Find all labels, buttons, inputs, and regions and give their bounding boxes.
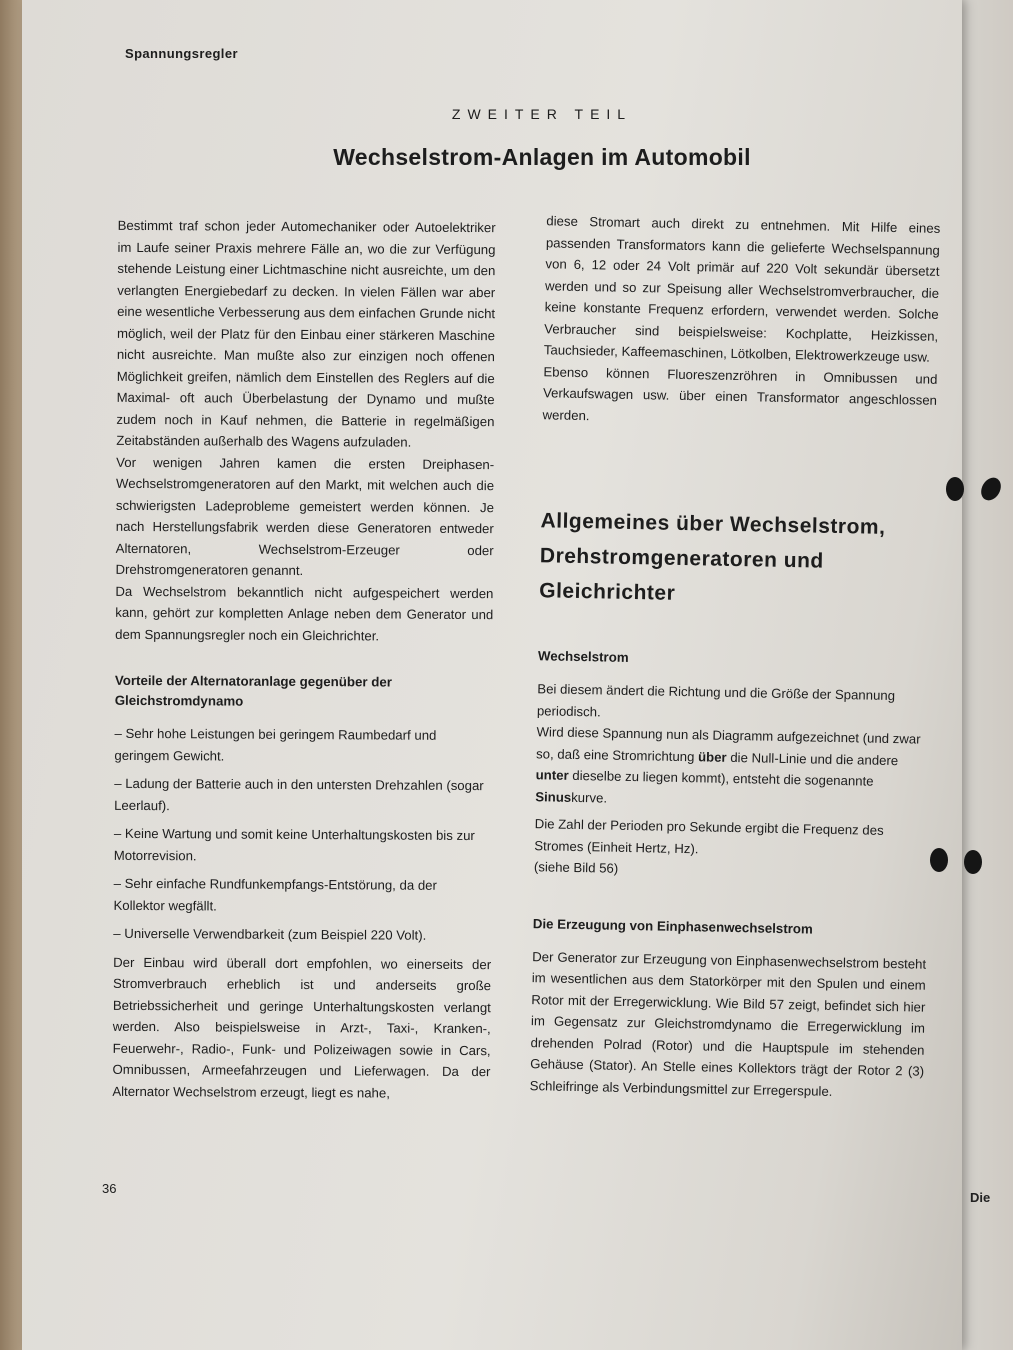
punch-hole	[964, 850, 982, 874]
page-title: Wechselstrom-Anlagen im Automobil	[333, 144, 751, 170]
part-label: ZWEITER TEIL	[451, 106, 633, 122]
intro-paragraph: Bestimmt traf schon jeder Automechaniker oder Autoelektriker im Laufe seiner Praxis mehrere Fälle an, wo die zur Verfügung stehende Leistung einer Lichtmaschine nicht ausreichte, um den verlangten Energiebedarf zu decken. In vielen Fällen war aber eine wesentliche Verbesserung aus dem einfachen Grunde nicht möglich, weil der Platz für den Einbau einer stärkeren Maschine nicht ausreichte. Man mußte also zur einzigen noch offenen Möglichkeit greifen, nämlich dem Einstellen des Reglers auf die Maximal- oft auch Überbelastung der Dynamo und mußte zudem noch in Kauf nehmen, die Batterie in regelmäßigen Zeitabständen außerhalb des Wagens aufzuladen.	[116, 217, 496, 450]
advantage-item: – Sehr einfache Rundfunkempfangs-Entstörung, da der Kollektor wegfällt.	[113, 875, 437, 913]
advantage-item: – Universelle Verwendbarkeit (zum Beispiel 220 Volt).	[113, 925, 427, 943]
einphasen-paragraph: Der Generator zur Erzeugung von Einphasenwechselstrom besteht im wesentlichen aus dem Statorkörper mit den Spulen und einem Rotor mit der Erregerwicklung. Wie Bild 57 zeigt, befindet sich hier im Gegensatz zur Gleichstromdynamo die Erregerwicklung im drehenden Polrad (Rotor) und die Hauptspule im stehenden Gehäuse (Stator). An Stelle eines Kollektors trägt der Rotor 2 (3) Schleifringe als Verbindungsmittel zur Erregerspule.	[529, 948, 927, 1099]
next-page-word: Die	[970, 1190, 991, 1205]
advantages-heading: Vorteile der Alternatoranlage gegenüber der Gleichstromdynamo	[114, 672, 393, 709]
advantage-item: – Sehr hohe Leistungen bei geringem Raumbedarf und geringem Gewicht.	[114, 725, 437, 764]
book-page	[22, 0, 962, 1350]
paragraph-three: Da Wechselstrom bekanntlich nicht aufgespeichert werden kann, gehört zur kompletten Anlage neben dem Generator und dem Spannungsregler noch ein Gleichrichter.	[115, 583, 494, 643]
bold-run: Sinus	[535, 788, 572, 805]
wechselstrom-paragraph-three: Die Zahl der Perioden pro Sekunde ergibt die Frequenz des Stromes (Einheit Hertz, Hz).	[534, 816, 884, 856]
section-heading: Allgemeines über Wechselstrom, Drehstromgeneratoren und Gleichrichter	[539, 509, 886, 605]
closing-paragraph: Der Einbau wird überall dort empfohlen, wo einerseits der Stromverbrauch erheblich ist und anderseits große Betriebssicherheit und geringe Unterhaltungskosten verlangt werden. Also beispielsweise in Arzt-, Taxi-, Kranken-, Feuerwehr-, Radio-, Funk- und Polizeiwagen sowie in Cars, Omnibussen, Armeefahrzeugen und Lieferwagen. Da der Alternator Wechselstrom erzeugt, liegt es nahe,	[112, 954, 492, 1101]
wechselstrom-paragraph-two	[535, 721, 931, 815]
text-run: kurve.	[571, 789, 608, 806]
page-number: 36	[102, 1181, 117, 1196]
subheading-wechselstrom: Wechselstrom	[537, 648, 629, 665]
punch-hole	[930, 848, 948, 872]
bold-run: über	[697, 748, 727, 765]
text-run: dieselbe zu liegen kommt), entsteht die sogenannte	[568, 767, 874, 789]
paragraph-two: Vor wenigen Jahren kamen die ersten Dreiphasen-Wechselstromgeneratoren auf den Markt, mit welchen auch die schwierigsten Ladeprobleme gemeistert werden können. Je nach Herstellungsfabrik werden diese Generatoren entweder Alternatoren, Wechselstrom-Erzeuger oder Drehstromgeneratoren genannt.	[115, 454, 495, 578]
punch-hole	[946, 477, 964, 501]
text-run: die Null-Linie und die andere	[726, 749, 899, 768]
advantage-item: – Ladung der Batterie auch in den untersten Drehzahlen (sogar Leerlauf).	[114, 775, 484, 813]
running-head: Spannungsregler	[125, 46, 238, 61]
left-column	[112, 215, 495, 1104]
right-column	[530, 210, 941, 1103]
continued-paragraph-two: Ebenso können Fluoreszenzröhren in Omnibussen und Verkaufswagen usw. über einen Transformator angeschlossen werden.	[542, 363, 938, 423]
bold-run: unter	[535, 767, 569, 783]
subheading-einphasen: Die Erzeugung von Einphasenwechselstrom	[532, 915, 813, 937]
wechselstrom-paragraph-one: Bei diesem ändert die Richtung und die Größe der Spannung periodisch.	[536, 681, 896, 719]
continued-paragraph: diese Stromart auch direkt zu entnehmen. Mit Hilfe eines passenden Transformators kann die gelieferte Wechselspannung von 6, 12 oder 24 Volt primär auf 220 Volt sekundär übersetzt werden und so zur Speisung aller Wechselstromverbraucher, die keine konstante Frequenz erfordern, verwendet werden. Solche Verbraucher sind beispielsweise: Kochplatte, Heizkissen, Tauchsieder, Kaffeemaschinen, Lötkolben, Elektrowerkzeuge usw.	[543, 213, 941, 365]
advantage-item: – Keine Wartung und somit keine Unterhaltungskosten bis zur Motorrevision.	[113, 825, 475, 863]
text-run: Wird diese Spannung nun als Diagramm aufgezeichnet (und zwar so, daß eine Stromrichtung	[535, 724, 921, 764]
figure-reference: (siehe Bild 56)	[533, 859, 619, 876]
